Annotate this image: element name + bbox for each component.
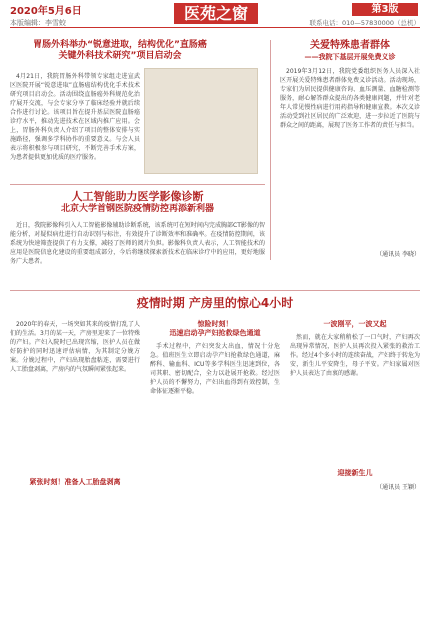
article-a (10, 40, 230, 63)
article-d-col3 (290, 320, 420, 491)
article-d-sub2: 惊险时刻！ (197, 320, 233, 328)
column-divider (270, 40, 271, 260)
article-b-body: 2019年3月12日，我院党委组织医务人员深入社区开展关爱特殊患者群体免费义诊活动。活动现场，专家们为居民提供健康咨询、血压测量、血糖检测等服务，耐心解答群众提出的各类健康问题，并针对老年人常见慢性病进行用药指导和健康宣教。本次义诊活动受到社区居民的广泛欢迎，进一步拉近了医院与群众之间的距离，展现了医务工作者的责任与担当。 (280, 68, 420, 130)
article-d-col1 (10, 320, 140, 487)
issue-date: 2020年5月6日 (10, 6, 82, 17)
article-d-body1: 2020年的春天，一场突如其来的疫情打乱了人们的生活。3月的某一天，产房里迎来了一位特殊的产妇。产妇入院时已出现宫缩，医护人员在做好防护的同时迅速评估病情，为其制定分娩方案。分娩过程中，产妇出现胎盘粘连，需要进行人工胎盘剥离，产房内的气氛瞬间紧张起来。 (10, 321, 140, 373)
article-c-title: 人工智能助力医学影像诊断 (71, 190, 204, 203)
article-b-title: 关爱特殊患者群体 (310, 40, 390, 51)
section-logo: 医苑之窗 (174, 3, 258, 24)
article-a-photo (144, 68, 258, 174)
page-editor: 本版编辑：李雪蛟 (10, 19, 66, 27)
page-number-badge: 第3版 (352, 3, 418, 16)
article-d-sub3: 迅速启动孕产妇抢救绿色通道 (169, 328, 261, 337)
section-rule-mid (10, 290, 420, 291)
article-d-body2: 手术过程中，产妇突发大出血，情况十分危急。值班医生立即启动孕产妇抢救绿色通道，麻醉科、输血科、ICU等多学科医生迅速到位，各司其职、密切配合，全力以赴展开抢救。经过医护人员的不懈努力，产妇出血得到有效控制，生命体征逐渐平稳。 (150, 342, 280, 395)
article-d-sub4: 一波刚平，一波又起 (323, 320, 387, 328)
article-a-title: 胃肠外科举办“锐意进取，结构优化”直肠癌 (33, 40, 207, 50)
article-d-sub5: 迎接新生儿 (337, 468, 373, 477)
article-d-body3: 然而，就在大家稍稍松了一口气时，产妇再次出现异常情况，医护人员再次投入紧张的救治工作。经过4个多小时的连续奋战，产妇终于转危为安，新生儿平安降生，母子平安。产妇家属对医护人员表达了由衷的感谢。 (290, 333, 420, 377)
article-a-subtitle: 关键外科技术研究”项目启动会 (58, 51, 182, 62)
article-b-author: （通讯员 李晓） (376, 251, 420, 259)
article-d (10, 296, 420, 311)
article-b (280, 40, 420, 258)
article-c-body: 近日，我院影像科引入人工智能影像辅助诊断系统，该系统可在短时间内完成胸部CT影像的智能分析，对疑似病灶进行自动识别与标注，有效提升了诊断效率和准确率。在疫情防控期间，该系统为快速筛查提供了有力支撑，减轻了医师的阅片负担。影像科负责人表示，人工智能技术的应用是医院信息化建设的重要组成部分，今后将继续探索新技术在临床诊疗中的应用，更好地服务广大患者。 (10, 222, 265, 265)
article-a-body: 4月21日，我院胃肠外科带领专家组走进宣武区医院开展“锐意进取”直肠癌结构优化手术技术研究项目启动会。活动围绕直肠癌外科规范化治疗展开交流，与会专家分享了临床经验并就后续合作进行讨论。该项目旨在提升基层医院直肠癌诊疗水平，推动先进技术在区域内推广应用。会上，胃肠外科负责人介绍了项目的整体安排与实施路径，强调多学科协作的重要意义。与会人员表示将积极参与项目研究，不断完善手术方案，为患者提供更加优质的医疗服务。 (10, 73, 140, 161)
article-b-subtitle: ——我院下基层开展免费义诊 (304, 52, 396, 61)
page-header (0, 0, 430, 40)
article-d-col2 (150, 320, 280, 492)
article-d-author: （通讯员 王颖） (376, 483, 420, 491)
article-c-subtitle: 北京大学首钢医院疫情防控再添新利器 (60, 203, 214, 214)
section-rule-top (10, 184, 265, 185)
article-d-sub1: 紧张时刻！准备人工胎盘剥离 (29, 478, 121, 486)
article-c (10, 190, 265, 281)
contact-phone: 联系电话：010—57830000（总机） (309, 19, 420, 27)
article-d-title: 疫情时期 产房里的惊心4小时 (136, 296, 294, 310)
header-rule (10, 27, 420, 28)
